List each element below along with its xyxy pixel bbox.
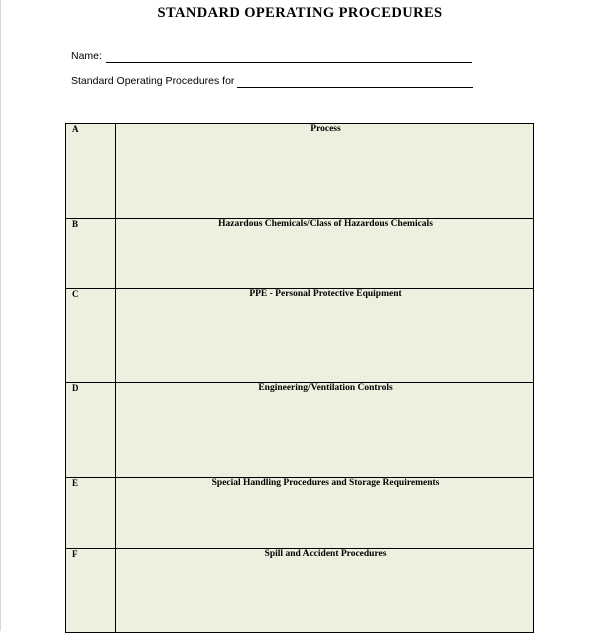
section-heading: Special Handling Procedures and Storage Requirements [211, 478, 440, 488]
sop-for-field[interactable] [71, 75, 234, 87]
section-heading: Engineering/Ventilation Controls [258, 383, 393, 393]
section-heading: Process [310, 124, 341, 134]
document-title: STANDARD OPERATING PROCEDURES [157, 5, 443, 21]
sop-for-label: Standard Operating Procedures for [71, 75, 235, 87]
section-letter: A [72, 124, 79, 134]
section-d[interactable] [66, 382, 533, 477]
section-letter: B [72, 219, 79, 229]
name-field[interactable] [71, 50, 102, 62]
section-letter: C [72, 289, 79, 299]
section-heading: Hazardous Chemicals/Class of Hazardous Chemicals [218, 219, 433, 229]
sop-table [65, 123, 534, 633]
section-a[interactable] [66, 124, 533, 218]
page-edge [0, 0, 1, 631]
name-underline [106, 62, 472, 63]
section-heading: Spill and Accident Procedures [264, 549, 387, 559]
section-b[interactable] [66, 218, 533, 288]
section-heading: PPE - Personal Protective Equipment [249, 289, 402, 299]
name-label: Name: [71, 50, 102, 62]
section-c[interactable] [66, 288, 533, 382]
section-letter: D [72, 383, 79, 393]
section-letter: F [72, 549, 78, 559]
section-f[interactable] [66, 548, 533, 634]
sop-for-underline [237, 87, 473, 88]
section-letter: E [72, 478, 79, 488]
section-e[interactable] [66, 477, 533, 548]
